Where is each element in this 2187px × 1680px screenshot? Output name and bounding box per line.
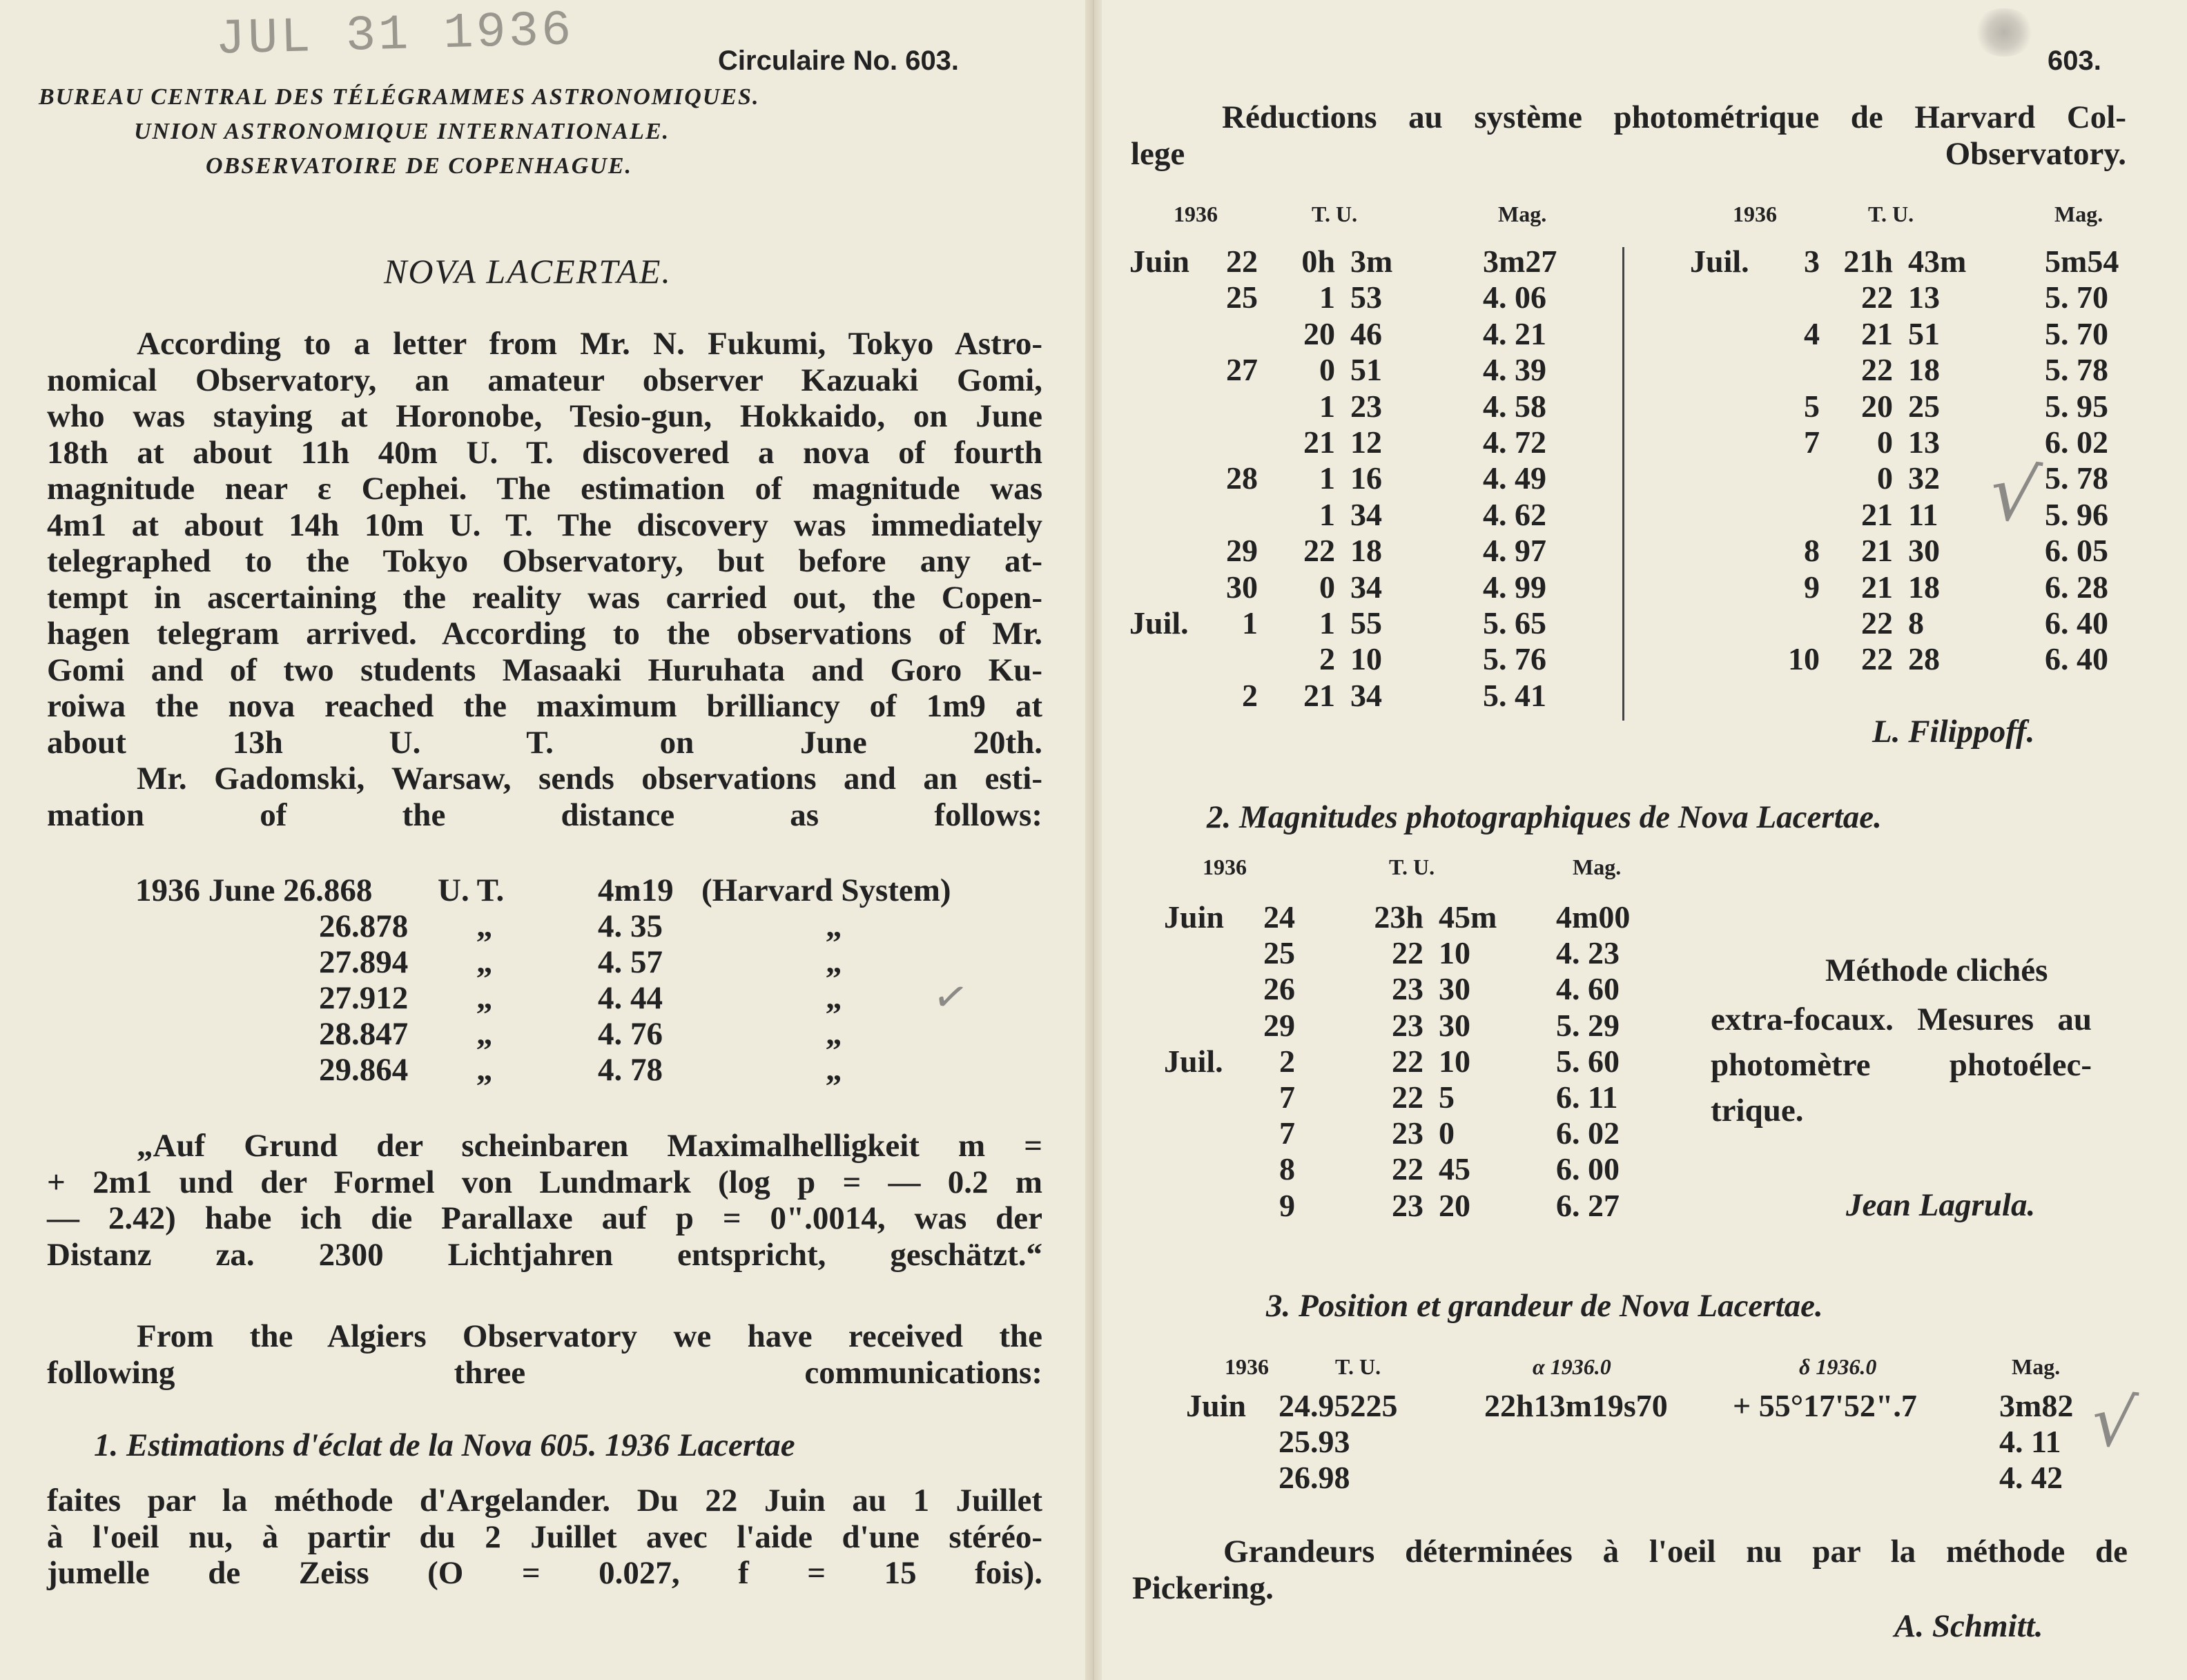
row-time: 25.93 xyxy=(1279,1424,1350,1459)
section-1-paragraph xyxy=(47,1483,1042,1592)
row-magnitude: 6. 40 xyxy=(2045,641,2108,677)
row-minute: 51 xyxy=(1908,315,1940,351)
bureau-line-3: OBSERVATOIRE DE COPENHAGUE. xyxy=(206,153,633,179)
gadomski-system: „ xyxy=(826,980,842,1016)
pickering-line: Pickering. xyxy=(1132,1570,1274,1606)
row-day: 9 xyxy=(1279,1187,1295,1223)
section-1-line: jumelle de Zeiss (O = 0.027, f = 15 fois). xyxy=(47,1555,1042,1591)
gadomski-date: 29.864 xyxy=(319,1052,409,1088)
row-hour: 22 xyxy=(1861,352,1893,388)
row-month: Juil. xyxy=(1164,1043,1223,1079)
discovery-line: magnitude near ε Cephei. The estimation of magnitude was xyxy=(47,471,1042,507)
row-time: 26.98 xyxy=(1279,1460,1350,1495)
row-day: 28 xyxy=(1226,460,1258,496)
row-hour: 1 xyxy=(1319,496,1335,532)
row-magnitude: 4. 11 xyxy=(1999,1424,2061,1459)
gadomski-date: 27.894 xyxy=(319,944,409,980)
row-day: 25 xyxy=(1226,280,1258,315)
methode-paragraph xyxy=(1711,997,2092,1133)
discovery-line: hagen telegram arrived. According to the observations of Mr. xyxy=(47,616,1042,652)
row-day: 25 xyxy=(1263,935,1295,971)
discovery-line: 4m1 at about 14h 10m U. T. The discovery was immediately xyxy=(47,507,1042,543)
row-minute: 23 xyxy=(1350,388,1382,424)
table-1-header-year: 1936 xyxy=(1174,202,1218,226)
row-day: 3 xyxy=(1804,244,1820,279)
pencil-check-mark-icon: ✓ xyxy=(929,970,972,1024)
gadomski-mag: 4. 76 xyxy=(598,1016,663,1052)
row-day: 8 xyxy=(1279,1151,1295,1187)
row-minute: 0 xyxy=(1439,1115,1455,1151)
methode-line: extra-focaux. Mesures au xyxy=(1711,1002,2092,1037)
pickering-line: Grandeurs déterminées à l'oeil nu par la méthode de xyxy=(1223,1534,2128,1570)
row-magnitude: 4. 21 xyxy=(1483,315,1546,351)
row-day: 10 xyxy=(1788,641,1820,677)
row-magnitude: 5. 95 xyxy=(2045,388,2108,424)
row-minute: 18 xyxy=(1908,569,1940,605)
table-3-header-delta: δ 1936.0 xyxy=(1799,1354,1877,1379)
section-1-title: 1. Estimations d'éclat de la Nova 605. 1936 Lacertae xyxy=(94,1427,795,1463)
quote-line: — 2.42) habe ich die Parallaxe auf p = 0".0014, was der xyxy=(47,1200,1042,1236)
harvard-intro-line: lege Observatory. xyxy=(1131,135,2126,172)
row-magnitude: 5. 29 xyxy=(1556,1007,1620,1043)
table-3-header-year: 1936 xyxy=(1225,1354,1269,1379)
row-month: Juil. xyxy=(1690,244,1749,279)
gadomski-system: „ xyxy=(826,1052,842,1088)
row-hour: 23h xyxy=(1374,899,1423,935)
row-day: 2 xyxy=(1279,1043,1295,1079)
discovery-paragraph xyxy=(47,326,1042,833)
gadomski-system: „ xyxy=(826,1016,842,1052)
discovery-line: According to a letter from Mr. N. Fukumi, Tokyo Astro- xyxy=(137,326,1042,362)
row-hour: 0 xyxy=(1877,424,1893,460)
circular-number: Circulaire No. 603. xyxy=(718,46,960,76)
row-magnitude: 3m82 xyxy=(1999,1388,2074,1423)
row-magnitude: 6. 28 xyxy=(2045,569,2108,605)
row-minute: 34 xyxy=(1350,569,1382,605)
page-title: NOVA LACERTAE. xyxy=(384,252,672,291)
gadomski-system: „ xyxy=(826,944,842,980)
discovery-line: who was staying at Horonobe, Tesio-gun, Hokkaido, on June xyxy=(47,398,1042,434)
signature-filippoff: L. Filippoff. xyxy=(1872,714,2035,750)
gadomski-ut: U. T. xyxy=(438,872,505,908)
table-divider xyxy=(1622,247,1624,721)
row-minute: 20 xyxy=(1439,1187,1470,1223)
row-right-ascension: 22h13m19s70 xyxy=(1484,1388,1668,1423)
methode-line: photomètre photoélec- xyxy=(1711,1047,2092,1083)
row-magnitude: 4. 62 xyxy=(1483,496,1546,532)
row-declination: + 55°17'52".7 xyxy=(1733,1388,1917,1423)
row-minute: 53 xyxy=(1350,280,1382,315)
row-magnitude: 4. 49 xyxy=(1483,460,1546,496)
gadomski-intro-line: Mr. Gadomski, Warsaw, sends observations and an esti- xyxy=(137,761,1042,797)
row-minute: 28 xyxy=(1908,641,1940,677)
row-magnitude: 4. 99 xyxy=(1483,569,1546,605)
row-minute: 10 xyxy=(1439,935,1470,971)
quote-paragraph xyxy=(47,1128,1042,1273)
table-1-header-tu: T. U. xyxy=(1312,202,1358,226)
row-day: 29 xyxy=(1263,1007,1295,1043)
gadomski-ut: „ xyxy=(476,1016,493,1052)
gadomski-date: 26.878 xyxy=(319,908,409,944)
row-magnitude: 5. 78 xyxy=(2045,352,2108,388)
gadomski-mag: 4. 57 xyxy=(598,944,663,980)
row-hour: 23 xyxy=(1392,1007,1423,1043)
gadomski-mag: 4. 44 xyxy=(598,980,663,1016)
section-1-line: faites par la méthode d'Argelander. Du 22 Juin au 1 Juillet xyxy=(47,1483,1042,1518)
gadomski-mag: 4. 78 xyxy=(598,1052,663,1088)
row-hour: 22 xyxy=(1861,641,1893,677)
table-2-header-year: 1936 xyxy=(1203,854,1247,879)
table-1-header-mag: Mag. xyxy=(2054,202,2103,226)
row-minute: 51 xyxy=(1350,352,1382,388)
ink-smudge xyxy=(1973,8,2035,57)
row-day: 7 xyxy=(1279,1115,1295,1151)
gadomski-ut: „ xyxy=(476,908,493,944)
row-minute: 46 xyxy=(1350,315,1382,351)
row-hour: 0 xyxy=(1319,352,1335,388)
harvard-intro xyxy=(1131,99,2126,172)
quote-line: + 2m1 und der Formel von Lundmark (log p = — 0.2 m xyxy=(47,1164,1042,1200)
gadomski-system: „ xyxy=(826,908,842,944)
row-magnitude: 6. 05 xyxy=(2045,533,2108,569)
row-magnitude: 4. 72 xyxy=(1483,424,1546,460)
row-day: 7 xyxy=(1279,1080,1295,1115)
discovery-line: Gomi and of two students Masaaki Huruhata and Goro Ku- xyxy=(47,652,1042,688)
gadomski-intro-line: mation of the distance as follows: xyxy=(47,797,1042,833)
row-minute: 5 xyxy=(1439,1080,1455,1115)
gadomski-date: 27.912 xyxy=(319,980,409,1016)
quote-line: Distanz za. 2300 Lichtjahren entspricht, geschätzt.“ xyxy=(47,1236,1042,1273)
row-magnitude: 4. 60 xyxy=(1556,971,1620,1007)
row-day: 24 xyxy=(1263,899,1295,935)
row-minute: 3m xyxy=(1350,244,1393,279)
discovery-line: nomical Observatory, an amateur observer Kazuaki Gomi, xyxy=(47,362,1042,398)
signature-lagrula: Jean Lagrula. xyxy=(1846,1187,2036,1223)
row-magnitude: 4. 42 xyxy=(1999,1460,2063,1495)
row-minute: 13 xyxy=(1908,424,1940,460)
section-3-title: 3. Position et grandeur de Nova Lacertae. xyxy=(1266,1288,1823,1324)
pencil-check-mark-icon: √ xyxy=(2088,1379,2140,1465)
gadomski-ut: „ xyxy=(476,980,493,1016)
row-hour: 22 xyxy=(1861,605,1893,641)
received-date-stamp: JUL 31 1936 xyxy=(215,2,575,68)
row-magnitude: 4. 39 xyxy=(1483,352,1546,388)
row-minute: 30 xyxy=(1439,1007,1470,1043)
table-3-header-mag: Mag. xyxy=(2012,1354,2061,1379)
page-number: 603. xyxy=(2048,46,2101,76)
row-day: 1 xyxy=(1242,605,1258,641)
row-hour: 21 xyxy=(1303,424,1335,460)
row-hour: 22 xyxy=(1392,1043,1423,1079)
gadomski-mag: 4. 35 xyxy=(598,908,663,944)
row-minute: 34 xyxy=(1350,496,1382,532)
row-magnitude: 5. 96 xyxy=(2045,496,2108,532)
row-hour: 22 xyxy=(1392,935,1423,971)
bureau-line-2: UNION ASTRONOMIQUE INTERNATIONALE. xyxy=(134,119,670,144)
row-day: 29 xyxy=(1226,533,1258,569)
row-hour: 22 xyxy=(1392,1080,1423,1115)
row-minute: 32 xyxy=(1908,460,1940,496)
methode-line: trique. xyxy=(1711,1093,1804,1129)
row-minute: 18 xyxy=(1908,352,1940,388)
row-day: 2 xyxy=(1242,677,1258,713)
row-minute: 8 xyxy=(1908,605,1924,641)
row-hour: 21h xyxy=(1843,244,1893,279)
row-minute: 43m xyxy=(1908,244,1967,279)
row-day: 5 xyxy=(1804,388,1820,424)
row-magnitude: 5. 76 xyxy=(1483,641,1546,677)
row-hour: 22 xyxy=(1861,280,1893,315)
table-3-header-tu: T. U. xyxy=(1335,1354,1381,1379)
bureau-line-1: BUREAU CENTRAL DES TÉLÉGRAMMES ASTRONOMIQUES. xyxy=(39,84,760,110)
row-minute: 30 xyxy=(1908,533,1940,569)
row-minute: 45 xyxy=(1439,1151,1470,1187)
quote-line: „Auf Grund der scheinbaren Maximalhelligkeit m = xyxy=(137,1128,1042,1164)
discovery-line: telegraphed to the Tokyo Observatory, but before any at- xyxy=(47,543,1042,579)
algiers-line: From the Algiers Observatory we have received the xyxy=(137,1318,1042,1354)
gadomski-system: (Harvard System) xyxy=(701,872,951,908)
row-hour: 20 xyxy=(1303,315,1335,351)
pickering-paragraph xyxy=(1132,1534,2128,1606)
harvard-intro-line: Réductions au système photométrique de Harvard Col- xyxy=(1222,99,2126,135)
row-hour: 23 xyxy=(1392,1115,1423,1151)
row-hour: 20 xyxy=(1861,388,1893,424)
table-2-header-mag: Mag. xyxy=(1573,854,1622,879)
row-hour: 21 xyxy=(1861,569,1893,605)
row-minute: 45m xyxy=(1439,899,1497,935)
row-magnitude: 6. 40 xyxy=(2045,605,2108,641)
discovery-line: roiwa the nova reached the maximum brilliancy of 1m9 at xyxy=(47,688,1042,724)
row-hour: 1 xyxy=(1319,605,1335,641)
page-fold xyxy=(1085,0,1102,1680)
row-minute: 55 xyxy=(1350,605,1382,641)
row-hour: 0h xyxy=(1301,244,1335,279)
row-minute: 16 xyxy=(1350,460,1382,496)
row-hour: 1 xyxy=(1319,280,1335,315)
table-1-header-tu: T. U. xyxy=(1868,202,1914,226)
row-month: Juil. xyxy=(1129,605,1189,641)
row-day: 7 xyxy=(1804,424,1820,460)
row-magnitude: 4. 97 xyxy=(1483,533,1546,569)
gadomski-date: 28.847 xyxy=(319,1016,409,1052)
row-minute: 30 xyxy=(1439,971,1470,1007)
gadomski-ut: „ xyxy=(476,1052,493,1088)
row-hour: 1 xyxy=(1319,460,1335,496)
row-magnitude: 6. 02 xyxy=(1556,1115,1620,1151)
row-month: Juin xyxy=(1164,899,1224,935)
row-magnitude: 6. 02 xyxy=(2045,424,2108,460)
row-day: 27 xyxy=(1226,352,1258,388)
row-minute: 13 xyxy=(1908,280,1940,315)
row-magnitude: 4. 06 xyxy=(1483,280,1546,315)
discovery-line: tempt in ascertaining the reality was carried out, the Copen- xyxy=(47,579,1042,616)
row-hour: 22 xyxy=(1392,1151,1423,1187)
discovery-line: about 13h U. T. on June 20th. xyxy=(47,724,1042,761)
row-magnitude: 5. 70 xyxy=(2045,315,2108,351)
row-magnitude: 5. 65 xyxy=(1483,605,1546,641)
algiers-paragraph xyxy=(47,1318,1042,1391)
row-magnitude: 4. 23 xyxy=(1556,935,1620,971)
row-magnitude: 6. 27 xyxy=(1556,1187,1620,1223)
row-minute: 10 xyxy=(1350,641,1382,677)
row-magnitude: 4m00 xyxy=(1556,899,1631,935)
pencil-check-mark-icon: √ xyxy=(1984,447,2045,542)
table-3-header-alpha: α 1936.0 xyxy=(1533,1354,1611,1379)
row-day: 4 xyxy=(1804,315,1820,351)
table-1-header-year: 1936 xyxy=(1733,202,1777,226)
gadomski-date: 1936 June 26.868 xyxy=(135,872,373,908)
table-2-header-tu: T. U. xyxy=(1389,854,1435,879)
row-magnitude: 5. 78 xyxy=(2045,460,2108,496)
row-magnitude: 3m27 xyxy=(1483,244,1557,279)
row-day: 9 xyxy=(1804,569,1820,605)
row-magnitude: 6. 11 xyxy=(1556,1080,1618,1115)
row-month: Juin xyxy=(1186,1388,1246,1423)
row-minute: 11 xyxy=(1908,496,1938,532)
row-minute: 25 xyxy=(1908,388,1940,424)
row-hour: 22 xyxy=(1303,533,1335,569)
discovery-line: 18th at about 11h 40m U. T. discovered a nova of fourth xyxy=(47,434,1042,471)
algiers-line: following three communications: xyxy=(47,1354,1042,1391)
row-day: 30 xyxy=(1226,569,1258,605)
row-magnitude: 5. 41 xyxy=(1483,677,1546,713)
row-magnitude: 5. 70 xyxy=(2045,280,2108,315)
gadomski-ut: „ xyxy=(476,944,493,980)
signature-schmitt: A. Schmitt. xyxy=(1894,1608,2043,1644)
row-magnitude: 6. 00 xyxy=(1556,1151,1620,1187)
row-hour: 1 xyxy=(1319,388,1335,424)
row-day: 26 xyxy=(1263,971,1295,1007)
table-1-header-mag: Mag. xyxy=(1498,202,1547,226)
row-time: 24.95225 xyxy=(1279,1388,1398,1423)
row-minute: 10 xyxy=(1439,1043,1470,1079)
row-hour: 0 xyxy=(1877,460,1893,496)
row-minute: 18 xyxy=(1350,533,1382,569)
row-minute: 34 xyxy=(1350,677,1382,713)
row-hour: 21 xyxy=(1861,315,1893,351)
row-day: 8 xyxy=(1804,533,1820,569)
section-2-title: 2. Magnitudes photographiques de Nova Lacertae. xyxy=(1207,799,1882,835)
section-1-line: à l'oeil nu, à partir du 2 Juillet avec l'aide d'une stéréo- xyxy=(47,1518,1042,1555)
methode-line: Méthode clichés xyxy=(1825,953,2048,988)
row-hour: 21 xyxy=(1861,533,1893,569)
row-hour: 23 xyxy=(1392,1187,1423,1223)
row-hour: 0 xyxy=(1319,569,1335,605)
row-month: Juin xyxy=(1129,244,1189,279)
row-hour: 23 xyxy=(1392,971,1423,1007)
gadomski-mag: 4m19 xyxy=(598,872,674,908)
row-magnitude: 5. 60 xyxy=(1556,1043,1620,1079)
row-day: 22 xyxy=(1226,244,1258,279)
row-magnitude: 5m54 xyxy=(2045,244,2119,279)
row-minute: 12 xyxy=(1350,424,1382,460)
row-hour: 2 xyxy=(1319,641,1335,677)
row-hour: 21 xyxy=(1861,496,1893,532)
row-magnitude: 4. 58 xyxy=(1483,388,1546,424)
row-hour: 21 xyxy=(1303,677,1335,713)
